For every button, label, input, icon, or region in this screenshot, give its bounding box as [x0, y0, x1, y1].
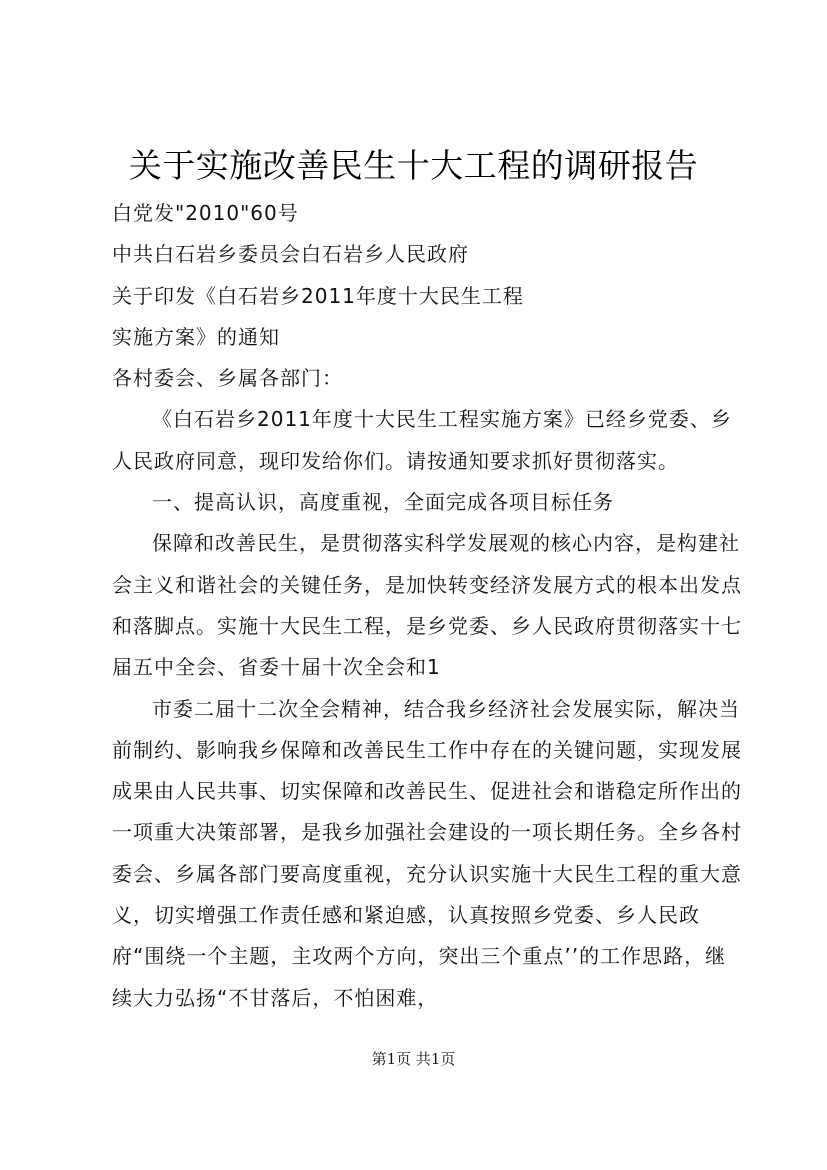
paragraph-body-1: 保障和改善民生，是贯彻落实科学发展观的核心内容，是构建社会主义和谐社会的关键任务，是加快转变经济发展方式的根本出发点和落脚点。实施十大民生工程，是乡党委、乡人民政府贯彻落实十七届五中全会、省委十届十次全会和1 [112, 531, 742, 680]
addressee-line: 各村委会、乡属各部门： [112, 366, 343, 391]
document-number: 白党发"2010"60号 [112, 201, 299, 225]
document-body [112, 193, 742, 1019]
paragraph-body-2: 市委二届十二次全会精神，结合我乡经济社会发展实际，解决当前制约、影响我乡保障和改善民生工作中存在的关键问题，实现发展成果由人民共事、切实保障和改善民生、促进社会和谐稳定所作出的一项重大决策部署，是我乡加强社会建设的一项长期任务。全乡各村委会、乡属各部门要高度重视，充分认识实施十大民生工程的重大意义，切实增强工作责任感和紧迫感，认真按照乡党委、乡人民政府“围绕一个主题，主攻两个方向，突出三个重点’’的工作思路，继续大力弘扬“不甘落后，不怕困难， [112, 696, 742, 1010]
page-footer: 第1页 共1页 [371, 1050, 456, 1068]
document-title: 关于实施改善民生十大工程的调研报告 [128, 146, 699, 185]
issuer-line: 中共白石岩乡委员会白石岩乡人民政府 [112, 242, 469, 267]
subject-line-2: 实施方案》的通知 [112, 324, 280, 349]
paragraph-intro: 《白石岩乡2011年度十大民生工程实施方案》已经乡党委、乡人民政府同意，现印发给你们。请按通知要求抓好贯彻落实。 [112, 407, 732, 473]
subject-line-1: 关于印发《白石岩乡2011年度十大民生工程 [112, 283, 524, 308]
section-heading-1: 一、提高认识，高度重视，全面完成各项目标任务 [152, 490, 614, 515]
